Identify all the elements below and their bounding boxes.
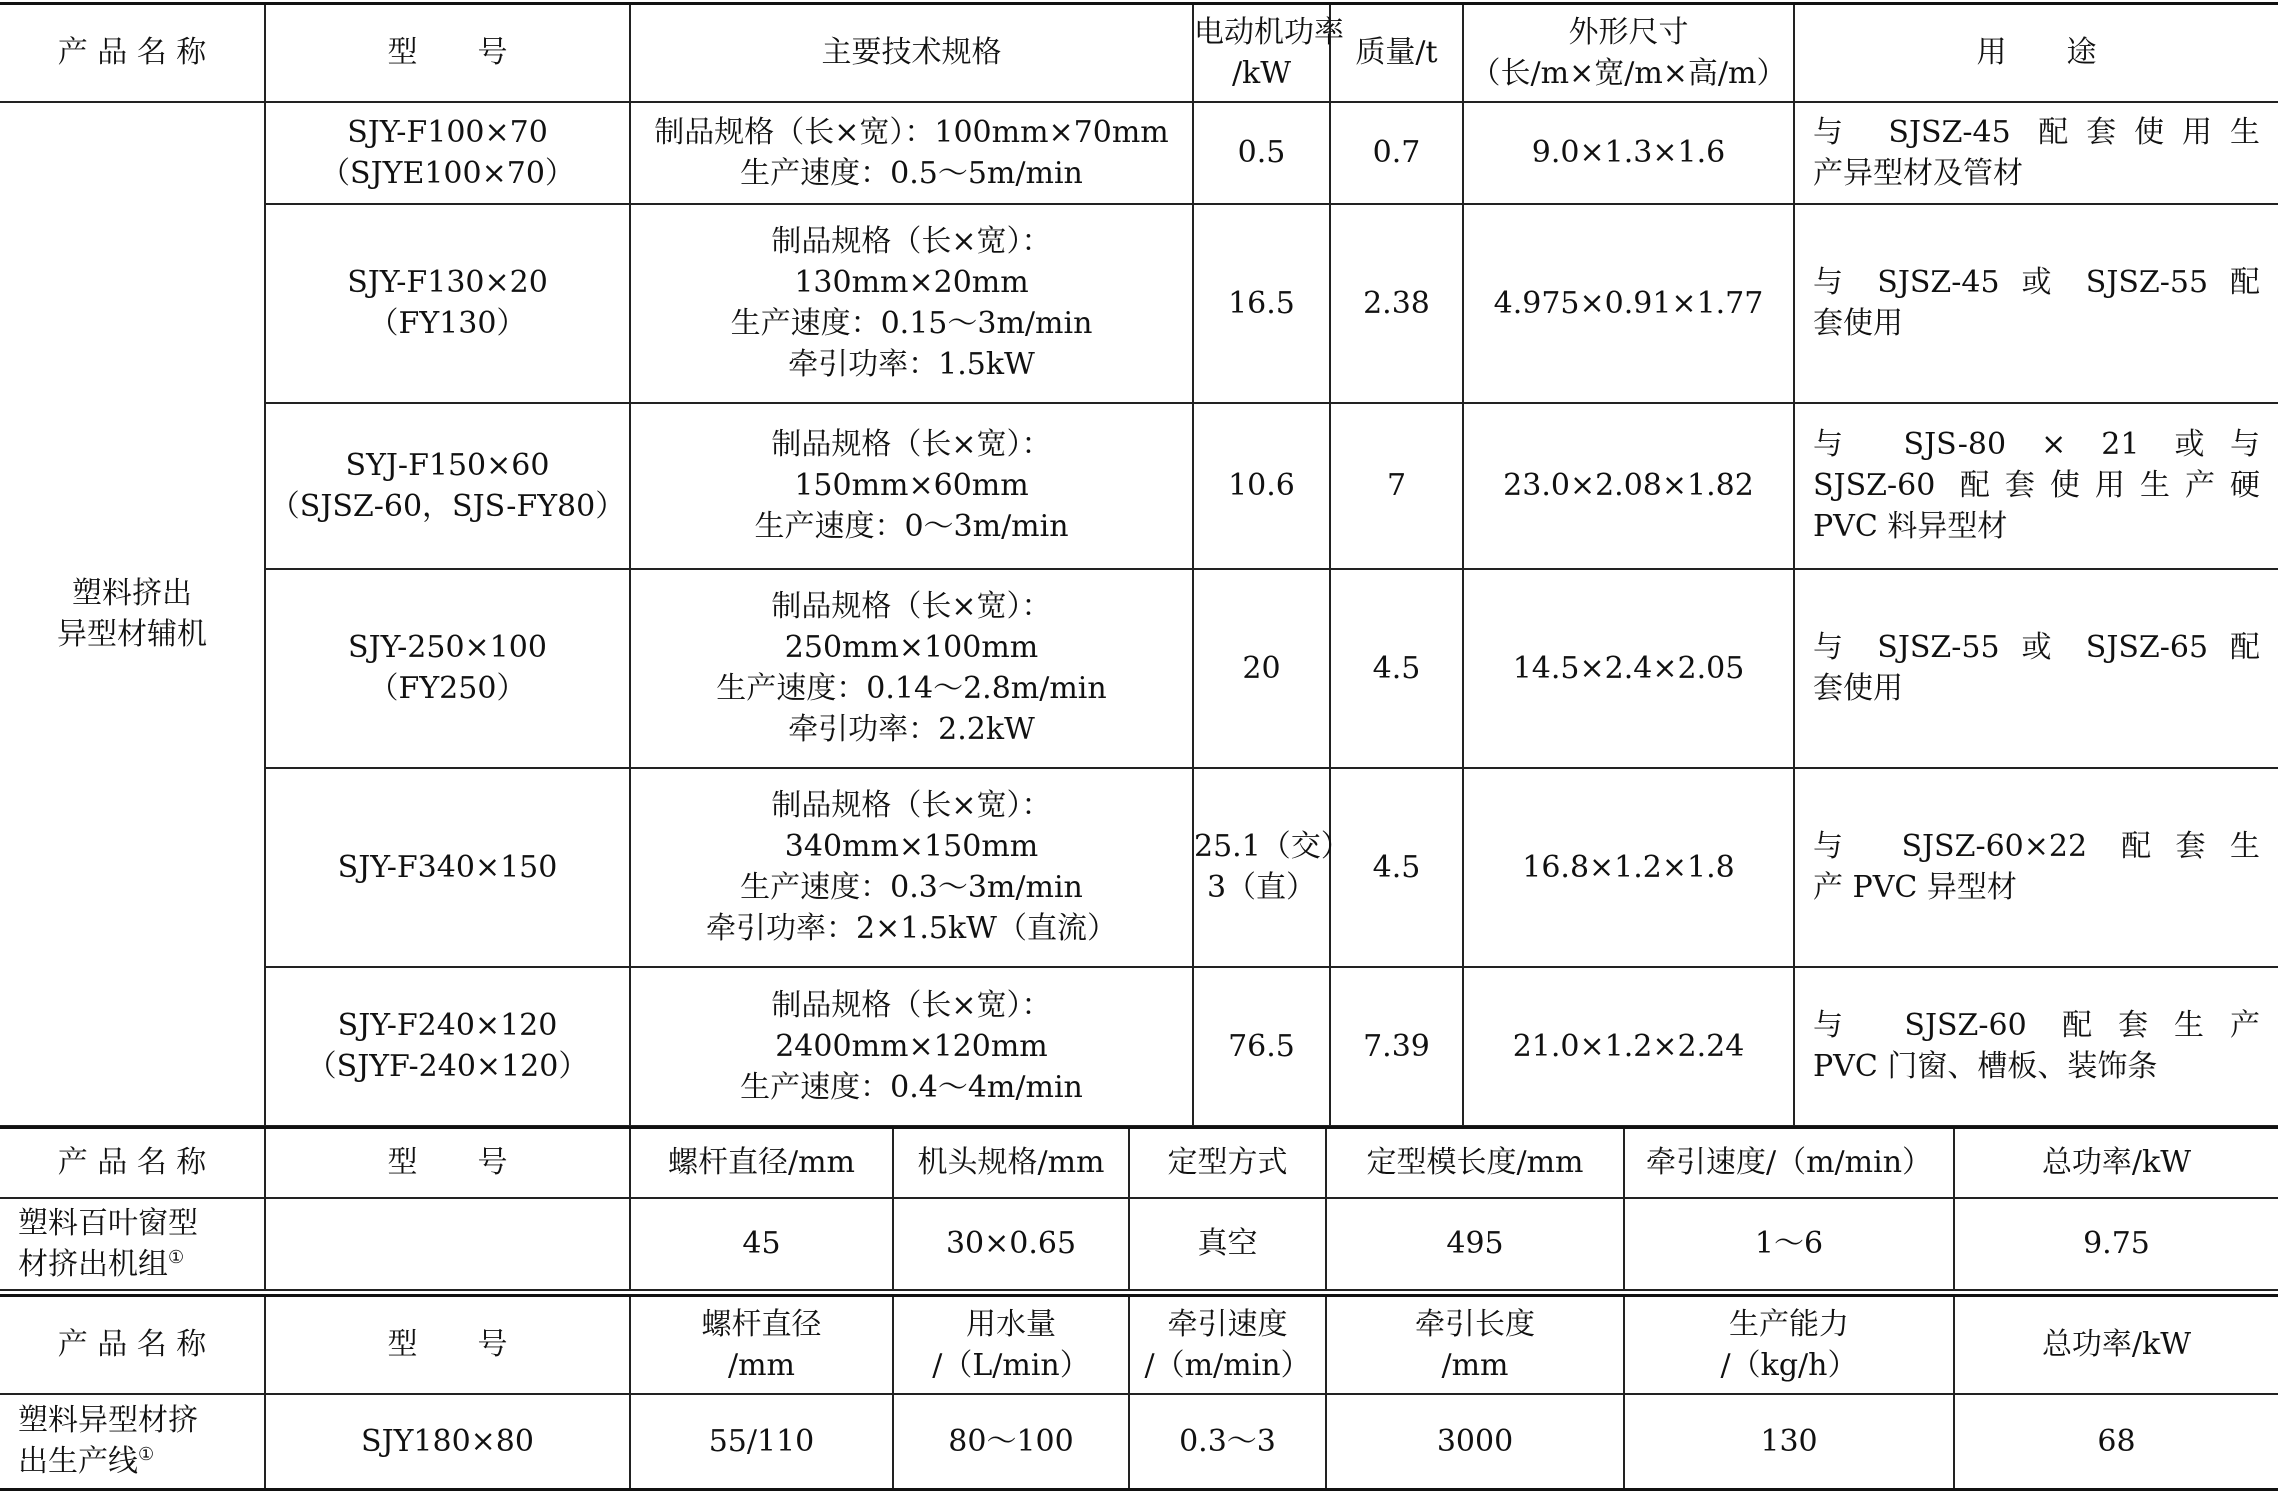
- usage-cell: [1794, 403, 2278, 569]
- text-line: 定型方式: [1167, 1145, 1288, 1181]
- spec-cell: [630, 204, 1193, 403]
- text-line: 生产速度：0～3m/min: [754, 509, 1069, 544]
- table-row: [0, 569, 2278, 768]
- text-line: 9.0×1.3×1.6: [1531, 135, 1726, 170]
- text-line: SJSZ-60 配套使用生产硬: [1813, 468, 2260, 503]
- text-line: 制品规格（长×宽）：100mm×70mm: [654, 114, 1169, 150]
- text-line: （SJSZ-60，SJS-FY80）: [269, 488, 626, 524]
- text-line: 外形尺寸: [1568, 14, 1689, 50]
- text-line: 制品规格（长×宽）：: [771, 589, 1052, 624]
- text-line: （SJYF-240×120）: [306, 1049, 589, 1084]
- text-line: 150mm×60mm: [794, 468, 1029, 503]
- usage-cell: [1794, 204, 2278, 403]
- mold-length-cell: [1326, 1198, 1624, 1290]
- text-line: 20: [1242, 650, 1281, 686]
- header-haul-speed: [1624, 1128, 1954, 1198]
- table3-header-row: [0, 1296, 2278, 1394]
- header-screw-diameter: [630, 1128, 893, 1198]
- mass-cell: [1330, 204, 1463, 403]
- text-line: 1～6: [1754, 1226, 1824, 1261]
- total-power-cell: [1954, 1394, 2278, 1490]
- header-dimensions: [1463, 4, 1794, 102]
- header-main-spec: [630, 4, 1193, 102]
- text-line: 7.39: [1363, 1028, 1430, 1064]
- text-line: PVC 料异型材: [1813, 509, 2008, 544]
- text-line: 塑料挤出: [72, 575, 192, 611]
- spec-cell: [630, 102, 1193, 204]
- text-line: SJY-250×100: [348, 630, 547, 665]
- text-line: 130mm×20mm: [794, 265, 1029, 300]
- text-line: 制品规格（长×宽）：: [771, 427, 1052, 462]
- head-spec-cell: [893, 1198, 1129, 1290]
- text-line: 23.0×2.08×1.82: [1503, 468, 1754, 503]
- table-row: [0, 1198, 2278, 1290]
- usage-cell: [1794, 569, 2278, 768]
- text-line: PVC 门窗、槽板、装饰条: [1813, 1049, 2158, 1084]
- text-line: /（L/min）: [932, 1347, 1090, 1383]
- text-line: 与 SJSZ-45 配套使用生: [1813, 114, 2260, 150]
- text-line: SJY-F340×150: [337, 849, 558, 885]
- text-line: 生产速度：0.3～3m/min: [740, 870, 1083, 905]
- text-line: 30×0.65: [945, 1226, 1077, 1261]
- text-line: 用 途: [1976, 35, 2097, 71]
- text-line: 16.5: [1228, 285, 1295, 321]
- mass-cell: [1330, 967, 1463, 1126]
- header-model: [265, 4, 630, 102]
- header-motor-power: [1193, 4, 1344, 102]
- text-line: 牵引功率：2×1.5kW（直流）: [706, 911, 1117, 946]
- text-line: 10.6: [1228, 468, 1295, 503]
- model-cell: [265, 204, 630, 403]
- footnote-marker: ①: [168, 1246, 185, 1268]
- text-line: 生产速度：0.14～2.8m/min: [716, 671, 1107, 706]
- text-line: 真空: [1197, 1226, 1258, 1261]
- text-line: 型 号: [387, 1327, 508, 1363]
- spec-cell: [630, 569, 1193, 768]
- text-line: 55/110: [708, 1423, 815, 1459]
- text-line: 型 号: [387, 1145, 508, 1181]
- text-line: 生产速度：0.15～3m/min: [730, 306, 1093, 341]
- text-line: 0.5: [1237, 135, 1286, 170]
- text-line: /mm: [1441, 1347, 1509, 1383]
- model-cell: [265, 967, 630, 1126]
- power-cell: [1193, 768, 1351, 967]
- text-line: 机头规格/mm: [917, 1145, 1105, 1181]
- text-line: 3000: [1436, 1423, 1514, 1459]
- header-water-usage: [893, 1296, 1129, 1394]
- power-cell: [1193, 569, 1330, 768]
- text-line: 产 品 名 称: [57, 1145, 207, 1181]
- text-line: 与 SJS-80 × 21 或与: [1813, 427, 2260, 462]
- header-product-name: [0, 4, 265, 102]
- size-cell: [1463, 403, 1794, 569]
- spec-cell: [630, 768, 1193, 967]
- screw-diameter-cell: [630, 1394, 893, 1490]
- table1-header-row: [0, 4, 2278, 102]
- text-line: /kW: [1231, 55, 1292, 91]
- spec-cell: [630, 967, 1193, 1126]
- haul-length-cell: [1326, 1394, 1624, 1490]
- table-row: [0, 967, 2278, 1126]
- text-line: 与 SJSZ-60×22 配套生: [1813, 829, 2260, 864]
- text-line: 生产速度：0.5～5m/min: [740, 155, 1083, 191]
- text-line: 68: [2097, 1423, 2136, 1459]
- text-line: 主要技术规格: [821, 35, 1002, 71]
- text-line: 与 SJSZ-55 或 SJSZ-65 配: [1813, 630, 2260, 665]
- size-cell: [1463, 102, 1794, 204]
- header-capacity: [1624, 1296, 1954, 1394]
- text-line: /mm: [727, 1347, 795, 1383]
- header-product-name: [0, 1128, 265, 1198]
- text-line: 异型材辅机: [57, 616, 207, 652]
- model-cell: [265, 1394, 630, 1490]
- text-line: 生产能力: [1729, 1306, 1849, 1342]
- text-line: 牵引速度: [1167, 1306, 1288, 1342]
- model-cell: [265, 768, 630, 967]
- text-line: 0.3～3: [1179, 1423, 1276, 1459]
- haul-speed-cell: [1624, 1198, 1954, 1290]
- text-line: 产 品 名 称: [57, 1327, 207, 1363]
- text-line: 螺杆直径/mm: [667, 1145, 855, 1181]
- text-line: 2.38: [1363, 285, 1430, 321]
- water-usage-cell: [893, 1394, 1129, 1490]
- text-line: 产异型材及管材: [1813, 155, 2023, 191]
- product-name-cell: [0, 102, 265, 1126]
- text-line: 340mm×150mm: [784, 829, 1039, 864]
- text-line: （FY130）: [368, 306, 527, 341]
- text-line: 250mm×100mm: [784, 630, 1039, 665]
- text-line: 45: [742, 1226, 781, 1261]
- product-name-cell: [0, 1198, 265, 1290]
- mass-cell: [1330, 403, 1463, 569]
- text-line: 总功率/kW: [2041, 1145, 2192, 1181]
- text-line: 与 SJSZ-45 或 SJSZ-55 配: [1813, 265, 2260, 300]
- text-line: 总功率/kW: [2041, 1327, 2192, 1363]
- text-line: 材挤出机组①: [18, 1246, 185, 1282]
- text-line: 产 品 名 称: [57, 35, 207, 71]
- model-cell: [265, 102, 630, 204]
- text-line: 套使用: [1813, 306, 1903, 341]
- auxiliary-machine-table: [0, 2, 2278, 1127]
- header-head-spec: [893, 1128, 1129, 1198]
- mass-cell: [1330, 102, 1463, 204]
- table-row: [0, 768, 2278, 967]
- header-model: [265, 1296, 630, 1394]
- text-line: （长/m×宽/m×高/m）: [1470, 55, 1787, 91]
- text-line: 25.1（交）: [1194, 829, 1351, 864]
- table-row: [0, 102, 2278, 204]
- header-haul-speed: [1129, 1296, 1326, 1394]
- text-line: 2400mm×120mm: [775, 1028, 1048, 1064]
- header-mold-length: [1326, 1128, 1624, 1198]
- text-line: 制品规格（长×宽）：: [771, 788, 1052, 823]
- text-line: 495: [1446, 1226, 1504, 1261]
- power-cell: [1193, 102, 1330, 204]
- text-line: SJY180×80: [361, 1423, 534, 1459]
- header-mass: [1330, 4, 1463, 102]
- table-row: [0, 1394, 2278, 1490]
- text-line: 0.7: [1372, 135, 1421, 170]
- header-sizing-method: [1129, 1128, 1326, 1198]
- text-line: 4.975×0.91×1.77: [1493, 285, 1764, 321]
- size-cell: [1463, 204, 1794, 403]
- text-line: （SJYE100×70）: [320, 155, 575, 191]
- text-line: 出生产线①: [18, 1444, 155, 1480]
- text-line: 牵引速度/（m/min）: [1645, 1145, 1933, 1181]
- text-line: 80～100: [948, 1423, 1074, 1459]
- table-row: [0, 204, 2278, 403]
- text-line: 牵引功率：2.2kW: [788, 712, 1035, 747]
- spec-cell: [630, 403, 1193, 569]
- usage-cell: [1794, 967, 2278, 1126]
- footnote-marker: ①: [138, 1444, 155, 1466]
- mass-cell: [1330, 768, 1463, 967]
- text-line: 制品规格（长×宽）：: [771, 224, 1052, 259]
- model-cell: [265, 569, 630, 768]
- model-cell: [265, 1198, 630, 1290]
- text-line: 21.0×1.2×2.24: [1512, 1028, 1745, 1064]
- profile-line-table: [0, 1294, 2278, 1491]
- usage-cell: [1794, 102, 2278, 204]
- model-cell: [265, 403, 630, 569]
- louver-extruder-table: [0, 1126, 2278, 1291]
- usage-cell: [1794, 768, 2278, 967]
- text-line: 4.5: [1372, 650, 1421, 686]
- text-line: （FY250）: [368, 671, 527, 706]
- power-cell: [1193, 204, 1330, 403]
- text-line: 牵引功率：1.5kW: [788, 347, 1035, 382]
- header-screw-diameter: [630, 1296, 893, 1394]
- text-line: 螺杆直径: [701, 1306, 822, 1342]
- text-line: 14.5×2.4×2.05: [1512, 650, 1745, 686]
- text-line: 套使用: [1813, 671, 1903, 706]
- screw-diameter-cell: [630, 1198, 893, 1290]
- text-line: 生产速度：0.4～4m/min: [740, 1069, 1083, 1105]
- text-line: 130: [1760, 1423, 1818, 1459]
- text-line: 塑料百叶窗型: [18, 1205, 198, 1241]
- text-line: 质量/t: [1355, 35, 1438, 71]
- text-line: 76.5: [1228, 1028, 1295, 1064]
- header-model: [265, 1128, 630, 1198]
- text-line: 9.75: [2083, 1226, 2150, 1261]
- text-line: 3（直）: [1206, 870, 1317, 905]
- text-line: 牵引长度: [1415, 1306, 1535, 1342]
- table2-header-row: [0, 1128, 2278, 1198]
- total-power-cell: [1954, 1198, 2278, 1290]
- text-line: SJY-F100×70: [347, 114, 548, 150]
- text-line: /（kg/h）: [1720, 1347, 1858, 1383]
- text-line: 16.8×1.2×1.8: [1522, 849, 1735, 885]
- header-total-power: [1954, 1128, 2278, 1198]
- text-line: 定型模长度/mm: [1366, 1145, 1584, 1181]
- text-line: 与 SJSZ-60 配套生产: [1813, 1008, 2260, 1043]
- text-line: 电动机功率: [1194, 14, 1344, 50]
- text-line: 制品规格（长×宽）：: [771, 987, 1052, 1023]
- mass-cell: [1330, 569, 1463, 768]
- power-cell: [1193, 967, 1330, 1126]
- text-line: SYJ-F150×60: [345, 447, 550, 483]
- text-line: 用水量: [966, 1306, 1056, 1342]
- header-haul-length: [1326, 1296, 1624, 1394]
- size-cell: [1463, 967, 1794, 1126]
- product-name-cell: [0, 1394, 265, 1490]
- text-line: SJY-F130×20: [347, 265, 548, 300]
- text-line: /（m/min）: [1144, 1347, 1311, 1383]
- text-line: SJY-F240×120: [337, 1008, 558, 1043]
- sizing-method-cell: [1129, 1198, 1326, 1290]
- size-cell: [1463, 768, 1794, 967]
- text-line: 4.5: [1372, 849, 1421, 885]
- header-total-power: [1954, 1296, 2278, 1394]
- text-line: 型 号: [387, 35, 508, 71]
- haul-speed-cell: [1129, 1394, 1326, 1490]
- text-line: 7: [1386, 468, 1407, 503]
- text-line: 塑料异型材挤: [18, 1403, 198, 1439]
- power-cell: [1193, 403, 1330, 569]
- capacity-cell: [1624, 1394, 1954, 1490]
- header-usage: [1794, 4, 2278, 102]
- header-product-name: [0, 1296, 265, 1394]
- table-row: [0, 403, 2278, 569]
- size-cell: [1463, 569, 1794, 768]
- text-line: 产 PVC 异型材: [1813, 870, 2017, 905]
